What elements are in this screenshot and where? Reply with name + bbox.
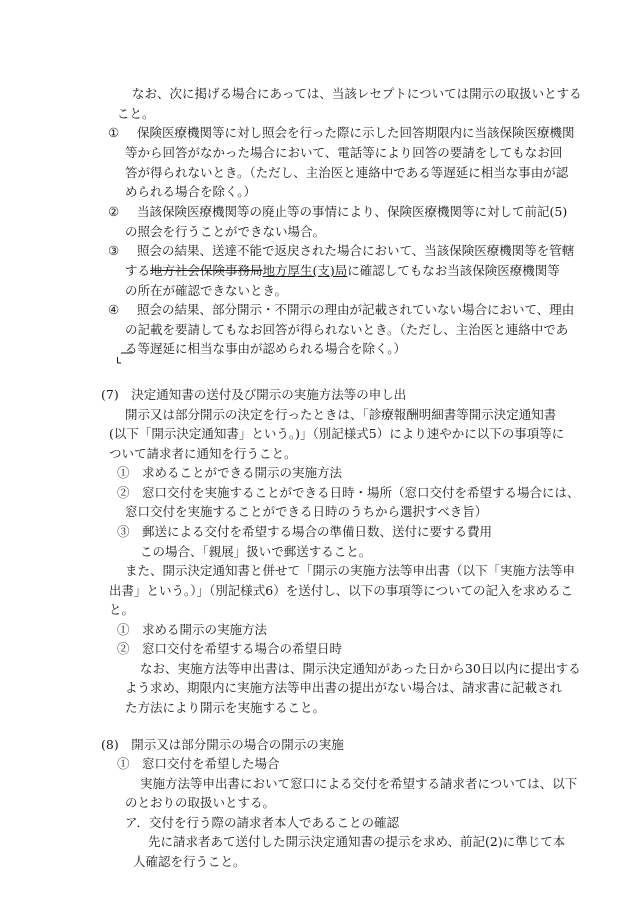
section7-item3-line-1: ③ 郵送による交付を希望する場合の準備日数、送付に要する費用 — [117, 524, 493, 539]
item3-line-2-post: に確認してもなお当該保険医療機関等 — [347, 263, 560, 278]
item1-line-3: 答が得られないとき。（ただし、主治医と連絡中である等遅延に相当な事由が認 — [125, 165, 569, 180]
item3-line-2 — [125, 263, 560, 279]
item1-line-1: 保険医療機関等に対し照会を行った際に示した回答期限内に当該保険医療機関 — [137, 125, 575, 140]
section7-p2-line-2: 出書」という。）」（別記様式6）を送付し、以下の事項等についての記入を求めるこ — [109, 583, 573, 598]
item3-line-3: の所在が確認できないとき。 — [125, 283, 288, 298]
item3-line-2-pre: する — [125, 263, 151, 278]
section7-p1-line-3: ついて請求者に通知を行うこと。 — [109, 446, 297, 461]
section8-a-line-1: 先に請求者あて送付した開示決定通知書の提示を求め、前記(2)に準じて本 — [148, 834, 566, 849]
deleted-text: 地方社会保険事務局 — [150, 263, 263, 278]
section7-p3-line-1: なお、実施方法等申出書は、開示決定通知があった日から30日以内に提出する — [140, 661, 581, 676]
end-mark-icon — [117, 352, 133, 364]
item4-line-2: の記載を要請してもなお回答が得られないとき。（ただし、主治医と連絡中であ — [125, 322, 569, 337]
section8-heading: (8) 開示又は部分開示の場合の開示の実施 — [101, 737, 344, 752]
item2-number: ② — [108, 204, 120, 219]
section7-p2-line-1: また、開示決定通知書と併せて「開示の実施方法等申出書（以下「実施方法等申 — [125, 563, 576, 578]
section8-subitem-a: ア．交付を行う際の請求者本人であることの確認 — [125, 815, 400, 830]
item4-line-3: る等遅延に相当な事由が認められる場合を除く。） — [125, 341, 407, 356]
item1-number: ① — [108, 125, 120, 140]
section7-p3-line-2: よう求め、期限内に実施方法等申出書の提出がない場合は、請求書に記載され — [125, 680, 563, 695]
section7-item1: ① 求めることができる開示の実施方法 — [117, 465, 343, 480]
section7-item2-line-2: 窓口交付を実施することができる日時のうちから選択すべき旨） — [125, 504, 488, 519]
item1-line-2: 等から回答がなかった場合において、電話等により回答の要請をしてもなお回 — [125, 145, 563, 160]
section8-p1-line-1: 実施方法等申出書において窓口による交付を希望する請求者については、以下 — [140, 776, 578, 791]
section7-p3-line-3: た方法により開示を実施すること。 — [125, 700, 326, 715]
item2-line-2: の照会を行うことができない場合。 — [125, 224, 326, 239]
item2-line-1: 当該保険医療機関等の廃止等の事情により、保険医療機関等に対して前記(5) — [137, 204, 568, 219]
item4-line-1: 照会の結果、部分開示・不開示の理由が記載されていない場合において、理由 — [137, 302, 575, 317]
intro-line-1: なお、次に掲げる場合にあっては、当該レセプトについては開示の取扱いとする — [132, 86, 582, 101]
section7-j2: ② 窓口交付を希望する場合の希望日時 — [117, 641, 343, 656]
item3-number: ③ — [108, 243, 120, 258]
section7-j1: ① 求める開示の実施方法 — [117, 622, 268, 637]
intro-line-2: こと。 — [117, 106, 155, 121]
section7-item2-line-1: ② 窓口交付を実施することができる日時・場所（窓口交付を希望する場合には、 — [117, 485, 580, 500]
section7-p1-line-2: (以下「開示決定通知書」という。)」（別記様式5）により速やかに以下の事項等に — [109, 426, 565, 441]
item1-line-4: められる場合を除く。） — [125, 184, 257, 199]
inserted-text: 地方厚生(支)局 — [262, 263, 348, 278]
section8-p1-line-2: のとおりの取扱いとする。 — [125, 795, 276, 810]
section8-item1: ① 窓口交付を希望した場合 — [117, 756, 280, 771]
section7-item3-line-2: この場合、「親展」扱いで郵送すること。 — [140, 544, 372, 559]
section8-a-line-2: 人確認を行うこと。 — [133, 854, 246, 869]
section7-heading: (7) 決定通知書の送付及び開示の実施方法等の申し出 — [101, 387, 407, 402]
item3-line-1: 照会の結果、送達不能で返戻された場合において、当該保険医療機関等を管轄 — [137, 243, 575, 258]
section7-p2-line-3: と。 — [109, 602, 135, 617]
section7-p1-line-1: 開示又は部分開示の決定を行ったときは、「診療報酬明細書等開示決定通知書 — [125, 407, 557, 422]
item4-number: ④ — [108, 302, 120, 317]
